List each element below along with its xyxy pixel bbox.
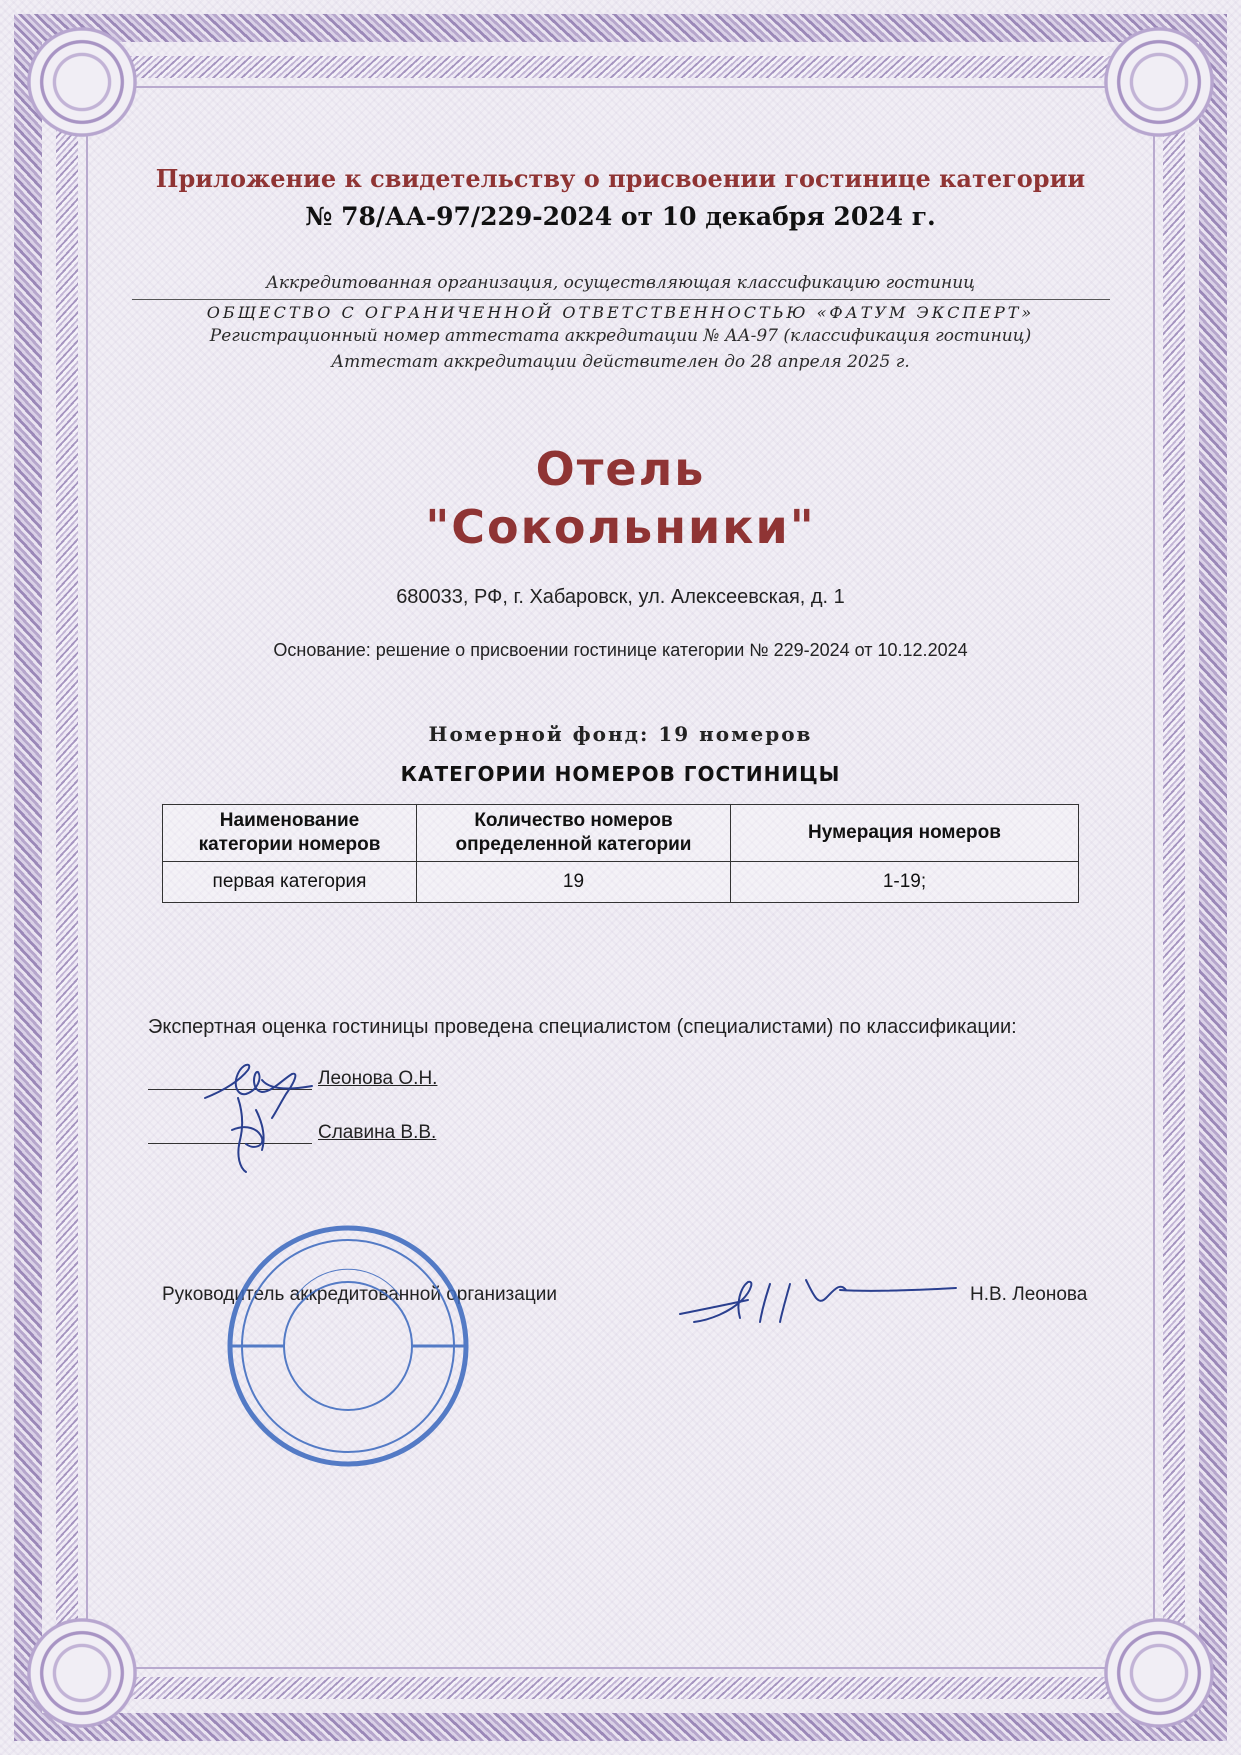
head-of-organization-label: Руководитель аккредитованной организации <box>162 1284 557 1305</box>
expert-name-2: Славина В.В. <box>318 1122 437 1143</box>
signature-leonova-image <box>205 1065 312 1118</box>
org-name: ОБЩЕСТВО С ОГРАНИЧЕННОЙ ОТВЕТСТВЕННОСТЬЮ «ФАТУМ ЭКСПЕРТ» <box>206 303 1035 322</box>
room-fund: Номерной фонд: 19 номеров <box>428 722 813 746</box>
cell-category: первая категория <box>163 862 417 903</box>
certificate-number: № 78/АА-97/229-2024 от 10 декабря 2024 г. <box>305 202 936 231</box>
organization-stamp-image <box>230 1228 466 1464</box>
hotel-address: 680033, РФ, г. Хабаровск, ул. Алексеевская, д. 1 <box>396 586 845 608</box>
appendix-title: Приложение к свидетельству о присвоении гостинице категории <box>155 164 1086 193</box>
column-header-count: Количество номеров определенной категории <box>417 805 731 862</box>
categories-title: КАТЕГОРИИ НОМЕРОВ ГОСТИНИЦЫ <box>400 762 841 786</box>
basis-decision: Основание: решение о присвоении гостинице категории № 229-2024 от 10.12.2024 <box>273 640 968 660</box>
column-header-category: Наименование категории номеров <box>163 805 417 862</box>
cell-numbering: 1-19; <box>731 862 1079 903</box>
cell-count: 19 <box>417 862 731 903</box>
accredited-org-label: Аккредитованная организация, осуществляющая классификацию гостиниц <box>265 273 976 293</box>
head-of-organization-name: Н.В. Леонова <box>970 1284 1088 1305</box>
hotel-name-line2: "Сокольники" <box>425 500 816 554</box>
accreditation-valid-until: Аттестат аккредитации действителен до 28 апреля 2025 г. <box>331 352 910 372</box>
column-header-numbering: Нумерация номеров <box>731 805 1079 862</box>
signature-slavina-image <box>232 1098 264 1172</box>
signature-head-image <box>680 1280 956 1322</box>
hotel-name-line1: Отель <box>535 442 706 496</box>
expert-assessment-text: Экспертная оценка гостиницы проведена специалистом (специалистами) по классификации: <box>148 1016 1017 1038</box>
registration-number: Регистрационный номер аттестата аккредитации № АА-97 (классификация гостиниц) <box>209 326 1032 346</box>
expert-name-1: Леонова О.Н. <box>318 1068 438 1089</box>
